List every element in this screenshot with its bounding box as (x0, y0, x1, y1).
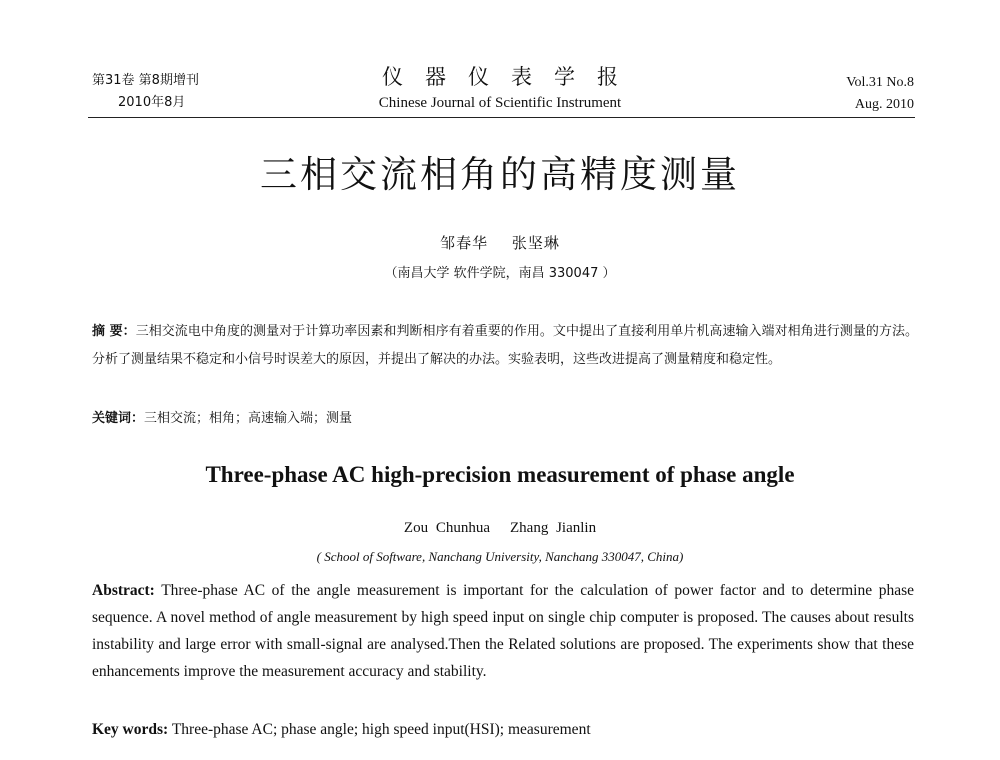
paper-title-en: Three-phase AC high-precision measurement of phase angle (205, 462, 795, 487)
volume-issue: 第31卷 第8期增刊 (92, 73, 199, 88)
keywords-en-text: Three-phase AC; phase angle; high speed input(HSI); measurement (171, 721, 591, 738)
volume-info-en (754, 72, 914, 116)
authors-cn: 邹春华 张坚琳 (440, 234, 560, 252)
abstract-cn-text: 三相交流电中角度的测量对于计算功率因素和判断相序有着重要的作用。文中提出了直接利用单片机高速输入端对相角进行测量的方法。分析了测量结果不稳定和小信号时误差大的原因，并提出了解决的办法。实验表明，这些改进提高了测量精度和稳定性。 (92, 324, 918, 367)
issue-date-cn: 2010年8月 (118, 95, 186, 110)
author-en-1: Zou Chunhua (403, 520, 490, 536)
abstract-cn (92, 318, 918, 374)
keywords-en-label: Key words: (92, 721, 169, 738)
issue-info (92, 70, 262, 114)
journal-title-cn: 仪器仪表学报 (382, 65, 640, 89)
author-en-2: Zhang Jianlin (510, 520, 597, 536)
affiliation-cn: （南昌大学 软件学院，南昌 330047 ） (384, 266, 616, 281)
paper-title-cn: 三相交流相角的高精度测量 (260, 153, 740, 196)
keywords-cn-label: 关键词： (92, 411, 145, 426)
authors-en (0, 520, 1000, 537)
abstract-en (92, 577, 914, 685)
keywords-cn-text: 三相交流；相角；高速输入端；测量 (144, 411, 353, 426)
abstract-cn-label: 摘 要： (92, 324, 136, 339)
journal-name (330, 62, 670, 114)
keywords-cn (92, 406, 918, 432)
abstract-en-label: Abstract: (92, 582, 155, 599)
volume-number: Vol.31 No.8 (846, 75, 914, 90)
affiliation-en: ( School of Software, Nanchang University, Nanchang 330047, China) (316, 549, 684, 564)
header-divider (88, 117, 915, 118)
abstract-en-text: Three-phase AC of the angle measurement is important for the calculation of power factor and to determine phase sequence. A novel method of angle measurement by high speed input on single chip computer is proposed. The causes about results instability and large error with small-signal are analysed.Then the Related solutions are proposed. The experiments show that these enhancements improve the measurement accuracy and stability. (92, 582, 914, 680)
issue-date-en: Aug. 2010 (854, 97, 914, 112)
journal-title-en: Chinese Journal of Scientific Instrument (378, 95, 622, 111)
keywords-en (92, 717, 914, 743)
